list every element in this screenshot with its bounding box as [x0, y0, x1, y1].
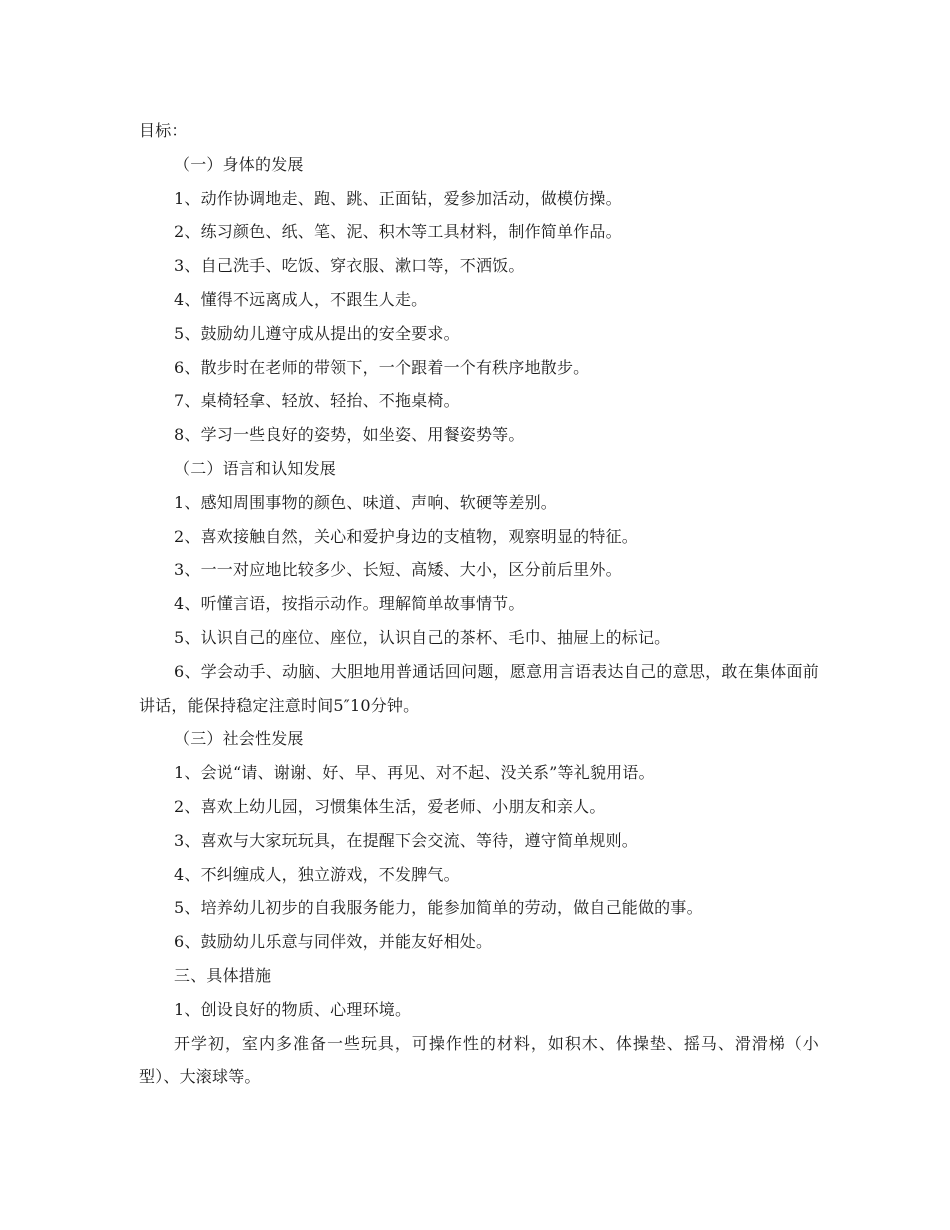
list-item: 7、桌椅轻拿、轻放、轻抬、不拖桌椅。	[174, 391, 460, 411]
list-item-paragraph: 6、学会动手、动脑、大胆地用普通话回问题，愿意用言语表达自己的意思，敢在集体面前讲话，能保持稳定注意时间5″10分钟。	[139, 661, 819, 715]
list-item: 3、一一对应地比较多少、长短、高矮、大小，区分前后里外。	[174, 560, 622, 580]
list-item: 2、喜欢上幼儿园，习惯集体生活，爱老师、小朋友和亲人。	[174, 796, 606, 816]
list-item: 4、不纠缠成人，独立游戏，不发脾气。	[174, 864, 460, 884]
list-item: 6、散步时在老师的带领下，一个跟着一个有秩序地散步。	[174, 357, 590, 377]
document-body	[139, 114, 819, 1094]
list-item: 8、学习一些良好的姿势，如坐姿、用餐姿势等。	[174, 425, 525, 445]
section-title-social: （三）社会性发展	[174, 729, 304, 749]
body-paragraph: 开学初，室内多准备一些玩具，可操作性的材料，如积木、体操垫、摇马、滑滑梯（小型）、大滚球等。	[139, 1033, 819, 1087]
list-item: 2、练习颜色、纸、笔、泥、积木等工具材料，制作简单作品。	[174, 222, 622, 242]
list-item: 3、自己洗手、吃饭、穿衣服、漱口等，不洒饭。	[174, 256, 525, 276]
list-item: 4、懂得不远离成人，不跟生人走。	[174, 289, 428, 309]
section-title-language: （二）语言和认知发展	[174, 458, 337, 478]
goals-heading: 目标：	[139, 121, 188, 140]
list-item: 1、动作协调地走、跑、跳、正面钻，爱参加活动，做模仿操。	[174, 188, 622, 208]
list-item: 6、鼓励幼儿乐意与同伴效，并能友好相处。	[174, 932, 493, 952]
section-title-physical: （一）身体的发展	[174, 154, 304, 174]
list-item: 3、喜欢与大家玩玩具，在提醒下会交流、等待，遵守简单规则。	[174, 830, 638, 850]
list-item: 5、认识自己的座位、座位，认识自己的茶杯、毛巾、抽屉上的标记。	[174, 627, 671, 647]
list-item: 5、鼓励幼儿遵守成从提出的安全要求。	[174, 323, 460, 343]
list-item: 4、听懂言语，按指示动作。理解简单故事情节。	[174, 594, 525, 614]
list-item: 1、会说“请、谢谢、好、早、再见、对不起、没关系”等礼貌用语。	[174, 763, 655, 783]
list-item: 1、感知周围事物的颜色、味道、声响、软硬等差别。	[174, 492, 557, 512]
list-item: 5、培养幼儿初步的自我服务能力，能参加简单的劳动，做自己能做的事。	[174, 898, 703, 918]
list-item: 1、创设良好的物质、心理环境。	[174, 999, 412, 1019]
list-item: 2、喜欢接触自然，关心和爱护身边的支植物，观察明显的特征。	[174, 526, 638, 546]
section-title-measures: 三、具体措施	[174, 965, 272, 985]
